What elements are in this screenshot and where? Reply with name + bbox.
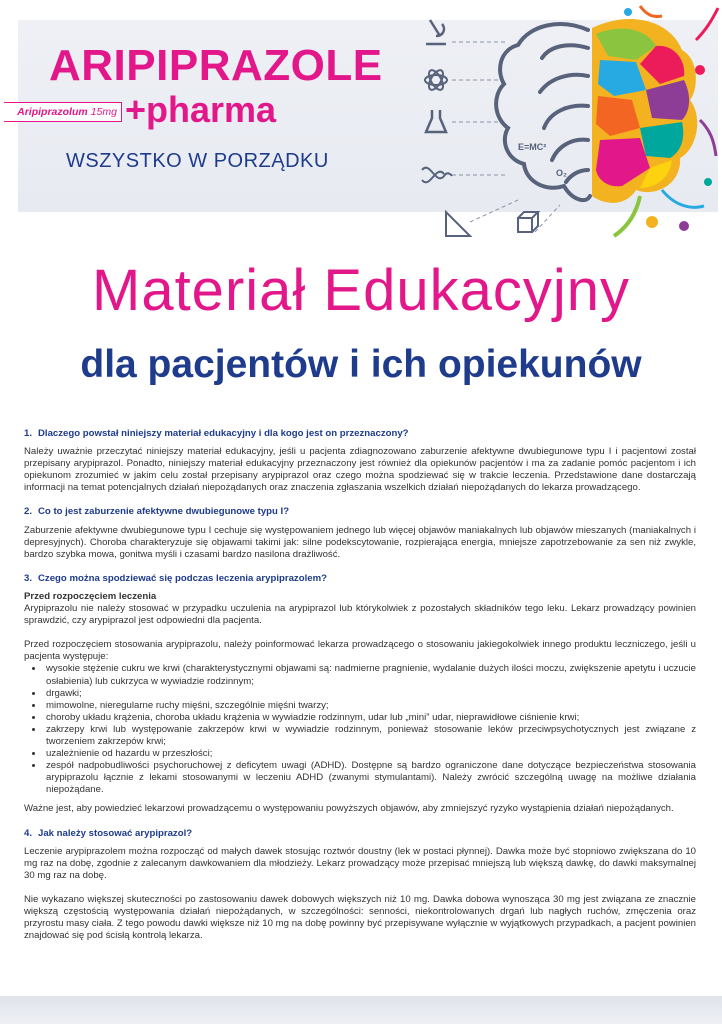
flask-icon — [426, 110, 446, 132]
dna-icon — [422, 168, 452, 183]
footer-band — [0, 996, 722, 1024]
section-3-heading: 3. Czego można spodziewać się podczas leczenia arypiprazolem? — [24, 572, 327, 584]
main-subtitle: dla pacjentów i ich opiekunów — [80, 343, 642, 386]
section-4-text-1: Leczenie arypiprazolem można rozpocząć od małych dawek stosując roztwór doustny (lek w postaci płynnej). Dawka może być stopniowo zwiększana do 10 mg raz na dobę, zgodnie z zalecanym dawkowaniem dla młodzieży. Lekarz prowadzący może przepisać mniejszą lub większą dawkę, do dawki maksymalnej 30 mg raz na dobę. — [24, 845, 696, 881]
section-3-subheading: Przed rozpoczęciem leczenia — [24, 590, 157, 602]
list-item: • uzależnienie od hazardu w przeszłości; — [44, 748, 696, 760]
brain-illustration — [400, 0, 722, 250]
section-3-text-1: Arypiprazolu nie należy stosować w przypadku uczulenia na arypiprazol lub którykolwiek z pozostałych składników tego leku. Lekarz prowadzący powinien sprawdzić, czy arypiprazol jest odpowiedni dla pacjenta. — [24, 603, 696, 627]
tagline: WSZYSTKO W PORZĄDKU — [66, 150, 329, 172]
risk-list — [24, 663, 696, 796]
atom-icon — [425, 68, 447, 92]
section-3-text-3: Ważne jest, aby powiedzieć lekarzowi prowadzącemu o występowaniu powyższych objawów, aby zmniejszyć ryzyko wystąpienia działań niepożądanych. — [24, 803, 674, 815]
section-2-heading: 2. Co to jest zaburzenie afektywne dwubiegunowe typu I? — [24, 506, 290, 518]
microscope-icon — [426, 20, 446, 44]
section-3-text-2: Przed rozpoczęciem stosowania arypiprazolu, należy poinformować lekarza prowadzącego o stosowaniu jakiegokolwiek innego produktu leczniczego, jeśli u pacjenta występuje: — [24, 639, 696, 663]
document-body — [24, 428, 696, 942]
section-1-heading: 1. Dlaczego powstał niniejszy materiał edukacyjny i dla kogo jest on przeznaczony? — [24, 428, 409, 439]
colorful-hemisphere — [592, 6, 718, 236]
ruler-icon — [446, 212, 470, 236]
section-2-text: Zaburzenie afektywne dwubiegunowe typu I cechuje się występowaniem jednego lub więcej objawów maniakalnych lub objawów mieszanych (maniakalnych i depresyjnych). Choroba charakteryzuje się objawami takimi jak: silne podekscytowanie, rozpierająca energia, mniejsze zapotrzebowanie za sen niż zwykle, bardzo szybka mowa, gonitwa myśli i czasami bardzo nasilona drażliwość. — [24, 524, 696, 560]
cube-icon — [518, 212, 538, 232]
oxygen-text: O₂ — [556, 168, 567, 178]
list-item: • choroby układu krążenia, choroba układu krążenia w wywiadzie rodzinnym, udar lub „mini” udar, nieprawidłowe ciśnienie krwi; — [44, 712, 696, 724]
list-item: • mimowolne, nieregularne ruchy mięśni, szczególnie mięśni twarzy; — [44, 700, 696, 712]
dose-value: 15 — [90, 106, 103, 118]
dose-unit: mg — [102, 106, 117, 118]
dose-name: Aripiprazolum — [17, 106, 88, 118]
list-item: • drgawki; — [44, 688, 696, 700]
list-item: • zespół nadpobudliwości psychoruchowej z deficytem uwagi (ADHD). Dostępne są bardzo ograniczone dane dotyczące bezpieczeństwa stosowania arypiprazolu łącznie z lekami stosowanymi w leczeniu ADHD (zwanymi stymulantami). Należy zwrócić szczególną uwagę na możliwe działania niepożądane. — [44, 760, 696, 796]
list-item: • wysokie stężenie cukru we krwi (charakterystycznymi objawami są: nadmierne pragnienie, wydalanie dużych ilości moczu, zwiększenie apetytu i uczucie osłabienia) lub cukrzyca w wywiadzie rodzinnym; — [44, 663, 696, 687]
section-1-text: Należy uważnie przeczytać niniejszy materiał edukacyjny, jeśli u pacjenta zdiagnozowano zaburzenie afektywne dwubiegunowe typu I i pacjentowi został przepisany arypiprazol. Ponadto, niniejszy materiał edukacyjny przeznaczony jest również dla opiekunów pacjentów i ma za zadanie pomóc pacjentom i ich opiekunom zrozumieć w jakim celu został przepisany arypiprazol oraz czego można spodziewać się w trakcie leczenia. Przedstawione dane dostarczają informacji na temat potencjalnych działań niepożądanych oraz znaczenia zgłaszania wszelkich działań niepożądanych do lekarza prowadzącego. — [24, 446, 696, 494]
section-4-heading: 4. Jak należy stosować arypiprazol? — [24, 827, 193, 839]
dose-label — [4, 102, 122, 122]
formula-text: E=MC² — [518, 142, 547, 152]
list-item: • zakrzepy krwi lub występowanie zakrzepów krwi w wywiadzie rodzinnym, ponieważ stosowanie leków przeciwpsychotycznych jest związane z tworzeniem zakrzepów krwi; — [44, 724, 696, 748]
section-4-text-2: Nie wykazano większej skuteczności po zastosowaniu dawek dobowych większych niż 10 mg. Dawka dobowa wynosząca 30 mg jest związana ze znacznie większą częstością występowania działań niepożądanych, w szczególności: senności, niekontrolowanych drgań lub nagłych ruchów, zmęczenia oraz przyrostu masy ciała. Z tego powodu dawki większe niż 10 mg na dobę powinny być przepisywane wyłącznie w wyjątkowych przypadkach, a pacjent powinien znajdować się pod ścisłą kontrolą lekarza. — [24, 893, 696, 942]
main-title: Materiał Edukacyjny — [92, 258, 630, 323]
brand-title: ARIPIPRAZOLE — [49, 41, 383, 90]
brand-suffix: +pharma — [125, 89, 277, 130]
